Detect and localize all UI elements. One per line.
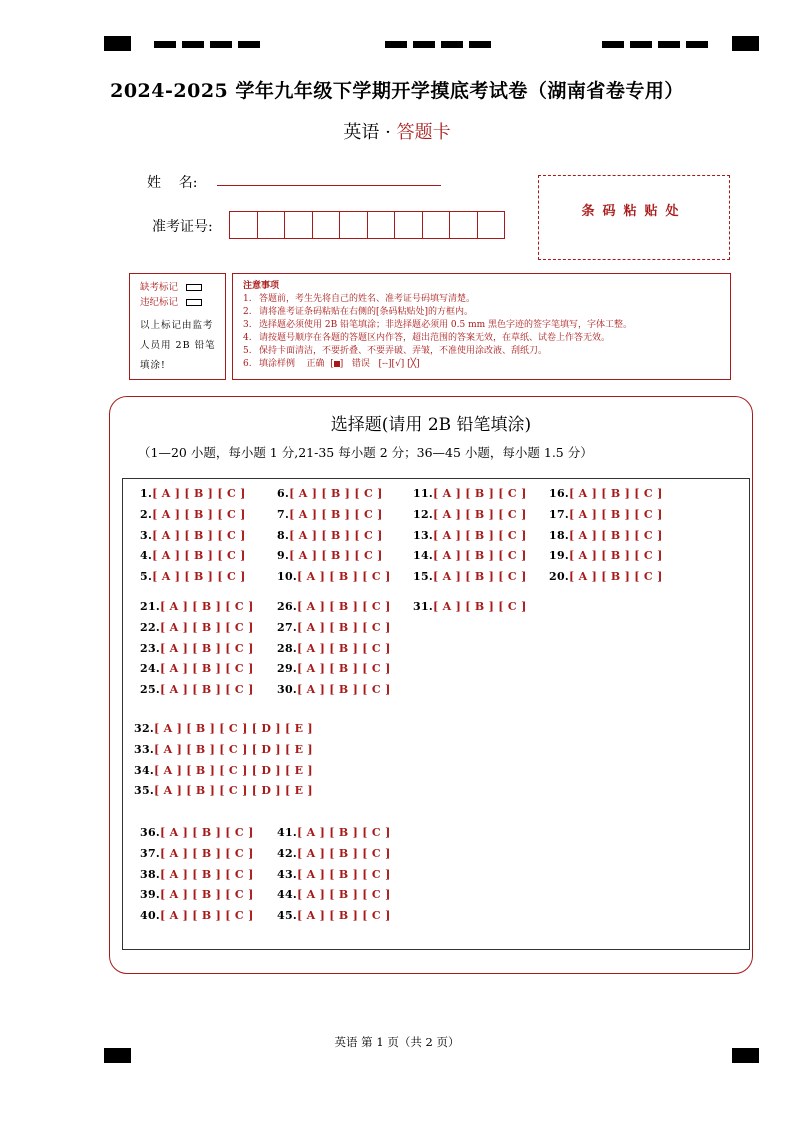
question-row	[277, 909, 391, 922]
question-number: 7.	[277, 507, 290, 521]
answer-options[interactable]: [ A ] [ B ] [ C ]	[297, 888, 391, 902]
question-row	[413, 487, 527, 500]
answer-options[interactable]: [ A ] [ B ] [ C ]	[152, 528, 246, 542]
violation-mark-box[interactable]	[186, 299, 202, 306]
question-row	[140, 683, 254, 696]
question-row	[413, 570, 527, 583]
answer-options[interactable]: [ A ] [ B ] [ C ]	[569, 487, 663, 500]
answer-options[interactable]: [ A ] [ B ] [ C ]	[297, 846, 391, 860]
answer-options[interactable]: [ A ] [ B ] [ C ] [ D ] [ E ]	[154, 763, 313, 777]
question-number: 10.	[277, 570, 298, 584]
timing-mark	[104, 1048, 131, 1063]
absent-mark-row	[140, 280, 217, 295]
violation-mark-label: 违纪标记	[140, 297, 179, 308]
answer-options[interactable]: [ A ] [ B ] [ C ]	[289, 549, 383, 563]
question-row	[277, 683, 391, 696]
id-digit-box[interactable]	[257, 211, 286, 239]
answer-options[interactable]: [ A ] [ B ] [ C ]	[152, 507, 246, 521]
answer-options[interactable]: [ A ] [ B ] [ C ]	[160, 826, 254, 839]
question-row	[277, 549, 383, 562]
question-row	[413, 529, 527, 542]
question-row	[413, 600, 527, 613]
question-number: 29.	[277, 662, 298, 676]
question-number: 21.	[140, 600, 161, 613]
question-row	[549, 487, 663, 500]
name-label: 姓 名:	[147, 175, 198, 191]
question-row	[549, 508, 663, 521]
question-row	[277, 570, 391, 583]
notice-item: 2. 请将准考证条码粘贴在右侧的[条码粘贴处]的方框内。	[243, 307, 474, 317]
answer-options[interactable]: [ A ] [ B ] [ C ]	[297, 867, 391, 881]
answer-options[interactable]: [ A ] [ B ] [ C ]	[297, 662, 391, 676]
question-number: 36.	[140, 826, 161, 839]
notice-sample: 6. 填涂样例 正确 [ ] 错误 [--][√] [╳]	[243, 359, 420, 369]
question-number: 37.	[140, 846, 161, 860]
question-number: 12.	[413, 507, 434, 521]
question-number: 27.	[277, 620, 298, 634]
page-title: 2024-2025 学年九年级下学期开学摸底考试卷（湖南省卷专用）	[110, 80, 684, 102]
question-row	[134, 764, 313, 777]
notice-item: 1. 答题前，考生先将自己的姓名、准考证号码填写清楚。	[243, 294, 476, 304]
timing-mark	[469, 41, 491, 48]
question-number: 43.	[277, 867, 298, 881]
answer-options[interactable]: [ A ] [ B ] [ C ]	[152, 487, 246, 500]
answer-options[interactable]: [ A ] [ B ] [ C ]	[297, 641, 391, 655]
question-row	[277, 847, 391, 860]
question-number: 14.	[413, 549, 434, 563]
question-row	[134, 722, 313, 735]
question-row	[140, 621, 254, 634]
answer-options[interactable]: [ A ] [ B ] [ C ]	[569, 549, 663, 563]
timing-mark	[104, 36, 131, 51]
question-row	[140, 888, 254, 901]
answer-options[interactable]: [ A ] [ B ] [ C ]	[569, 570, 663, 584]
answer-options[interactable]: [ A ] [ B ] [ C ]	[152, 570, 246, 584]
page-footer: 英语 第 1 页（共 2 页）	[334, 1035, 460, 1049]
question-number: 3.	[140, 528, 153, 542]
question-number: 44.	[277, 888, 298, 902]
answer-options[interactable]: [ A ] [ B ] [ C ]	[433, 600, 527, 613]
question-row	[140, 529, 246, 542]
id-digit-box[interactable]	[339, 211, 368, 239]
question-number: 19.	[549, 549, 570, 563]
question-number: 45.	[277, 909, 298, 923]
id-digit-box[interactable]	[449, 211, 478, 239]
question-number: 6.	[277, 487, 290, 500]
question-row	[277, 600, 391, 613]
notice-item: 4. 请按题号顺序在各题的答题区内作答，超出范围的答案无效，在草纸、试卷上作答无效。	[243, 333, 611, 343]
question-row	[277, 508, 383, 521]
question-row	[140, 508, 246, 521]
question-number: 15.	[413, 570, 434, 584]
section-title: 选择题(请用 2B 铅笔填涂)	[330, 415, 532, 435]
answer-options[interactable]: [ A ] [ B ] [ C ]	[297, 570, 391, 584]
answer-options[interactable]: [ A ] [ B ] [ C ]	[433, 570, 527, 584]
answer-options[interactable]: [ A ] [ B ] [ C ]	[289, 487, 383, 500]
question-row	[140, 868, 254, 881]
answer-options[interactable]: [ A ] [ B ] [ C ]	[160, 846, 254, 860]
timing-mark	[154, 41, 176, 48]
answer-options[interactable]: [ A ] [ B ] [ C ]	[297, 909, 391, 923]
timing-mark	[630, 41, 652, 48]
notice-item: 5. 保持卡面清洁，不要折叠、不要弄破、弄皱，不准使用涂改液、刮纸刀。	[243, 346, 548, 356]
absent-mark-box[interactable]	[186, 284, 202, 291]
notice-box	[232, 273, 731, 380]
question-row	[413, 549, 527, 562]
answer-options[interactable]: [ A ] [ B ] [ C ]	[433, 507, 527, 521]
question-row	[413, 508, 527, 521]
answer-options[interactable]: [ A ] [ B ] [ C ]	[152, 549, 246, 563]
question-number: 40.	[140, 909, 161, 923]
notice-item: 3. 选择题必须使用 2B 铅笔填涂；非选择题必须用 0.5 mm 黑色字迹的签字笔填写，字体工整。	[243, 320, 633, 330]
question-number: 31.	[413, 600, 434, 613]
question-number: 28.	[277, 641, 298, 655]
answer-options[interactable]: [ A ] [ B ] [ C ] [ D ] [ E ]	[154, 742, 313, 756]
answer-options[interactable]: [ A ] [ B ] [ C ]	[160, 662, 254, 676]
question-row	[140, 909, 254, 922]
answer-options[interactable]: [ A ] [ B ] [ C ]	[433, 549, 527, 563]
timing-mark	[732, 36, 759, 51]
timing-mark	[602, 41, 624, 48]
card-label: 答题卡	[396, 122, 451, 143]
question-row	[277, 826, 391, 839]
question-row	[140, 826, 254, 839]
answer-options[interactable]: [ A ] [ B ] [ C ]	[569, 528, 663, 542]
question-number: 42.	[277, 846, 298, 860]
question-row	[277, 868, 391, 881]
question-number: 24.	[140, 662, 161, 676]
name-field[interactable]	[217, 185, 441, 186]
answer-options[interactable]: [ A ] [ B ] [ C ]	[160, 909, 254, 923]
barcode-area: 条码粘贴处	[538, 175, 730, 260]
page-subtitle	[0, 118, 794, 144]
question-row	[549, 570, 663, 583]
answer-options[interactable]: [ A ] [ B ] [ C ]	[297, 600, 391, 613]
question-row	[134, 743, 313, 756]
answer-options[interactable]: [ A ] [ B ] [ C ]	[297, 620, 391, 634]
question-row	[277, 662, 391, 675]
question-number: 4.	[140, 549, 153, 563]
question-number: 1.	[140, 487, 153, 500]
notice-heading: 注意事项	[243, 281, 280, 291]
marks-box	[129, 273, 226, 380]
answer-options[interactable]: [ A ] [ B ] [ C ] [ D ] [ E ]	[154, 722, 313, 735]
question-number: 23.	[140, 641, 161, 655]
question-row	[140, 600, 254, 613]
id-digit-box[interactable]	[229, 211, 258, 239]
question-number: 17.	[549, 507, 570, 521]
answer-options[interactable]: [ A ] [ B ] [ C ]	[433, 487, 527, 500]
timing-mark	[413, 41, 435, 48]
question-row	[134, 784, 313, 797]
timing-mark	[441, 41, 463, 48]
question-number: 9.	[277, 549, 290, 563]
question-number: 38.	[140, 867, 161, 881]
question-number: 30.	[277, 683, 298, 697]
answer-options[interactable]: [ A ] [ B ] [ C ]	[160, 620, 254, 634]
timing-mark	[210, 41, 232, 48]
question-number: 20.	[549, 570, 570, 584]
question-row	[140, 570, 246, 583]
answer-options[interactable]: [ A ] [ B ] [ C ]	[160, 888, 254, 902]
question-row	[549, 529, 663, 542]
answer-options[interactable]: [ A ] [ B ] [ C ]	[289, 528, 383, 542]
id-digit-box[interactable]	[284, 211, 313, 239]
id-digit-box[interactable]	[477, 211, 506, 239]
question-number: 41.	[277, 826, 298, 839]
question-number: 5.	[140, 570, 153, 584]
question-number: 39.	[140, 888, 161, 902]
question-number: 33.	[134, 742, 155, 756]
question-number: 26.	[277, 600, 298, 613]
question-row	[549, 549, 663, 562]
answer-options[interactable]: [ A ] [ B ] [ C ]	[297, 826, 391, 839]
timing-mark	[385, 41, 407, 48]
question-row	[140, 642, 254, 655]
question-row	[277, 621, 391, 634]
answer-options[interactable]: [ A ] [ B ] [ C ]	[297, 683, 391, 697]
question-number: 32.	[134, 722, 155, 735]
question-number: 16.	[549, 487, 570, 500]
subject-label: 英语	[343, 122, 380, 143]
timing-mark	[732, 1048, 759, 1063]
absent-mark-label: 缺考标记	[140, 282, 179, 293]
question-row	[277, 529, 383, 542]
question-number: 11.	[413, 487, 434, 500]
marks-note: 以上标记由监考人员用 2B 铅笔填涂!	[140, 320, 216, 371]
question-number: 35.	[134, 784, 155, 798]
question-number: 34.	[134, 763, 155, 777]
question-number: 22.	[140, 620, 161, 634]
question-number: 13.	[413, 528, 434, 542]
timing-mark	[238, 41, 260, 48]
id-digit-box[interactable]	[422, 211, 451, 239]
question-number: 25.	[140, 683, 161, 697]
id-number-boxes[interactable]	[229, 211, 504, 239]
question-row	[140, 847, 254, 860]
answer-options[interactable]: [ A ] [ B ] [ C ]	[569, 507, 663, 521]
timing-mark	[658, 41, 680, 48]
subtitle-dot: ·	[385, 122, 391, 143]
answer-options[interactable]: [ A ] [ B ] [ C ]	[160, 867, 254, 881]
answer-options[interactable]: [ A ] [ B ] [ C ] [ D ] [ E ]	[154, 784, 313, 798]
question-row	[140, 662, 254, 675]
answer-options[interactable]: [ A ] [ B ] [ C ]	[160, 683, 254, 697]
violation-mark-row	[140, 295, 217, 310]
answer-options[interactable]: [ A ] [ B ] [ C ]	[289, 507, 383, 521]
id-digit-box[interactable]	[367, 211, 396, 239]
question-row	[277, 642, 391, 655]
section-note: （1—20 小题，每小题 1 分,21-35 每小题 2 分；36—45 小题，每小题 1.5 分）	[138, 445, 593, 460]
answer-options[interactable]: [ A ] [ B ] [ C ]	[433, 528, 527, 542]
answer-options[interactable]: [ A ] [ B ] [ C ]	[160, 600, 254, 613]
question-number: 18.	[549, 528, 570, 542]
id-label: 准考证号:	[152, 219, 213, 235]
id-digit-box[interactable]	[312, 211, 341, 239]
question-number: 2.	[140, 507, 153, 521]
question-row	[140, 487, 246, 500]
timing-mark	[686, 41, 708, 48]
question-row	[277, 487, 383, 500]
timing-mark	[182, 41, 204, 48]
answer-options[interactable]: [ A ] [ B ] [ C ]	[160, 641, 254, 655]
question-number: 8.	[277, 528, 290, 542]
id-digit-box[interactable]	[394, 211, 423, 239]
question-row	[277, 888, 391, 901]
question-row	[140, 549, 246, 562]
